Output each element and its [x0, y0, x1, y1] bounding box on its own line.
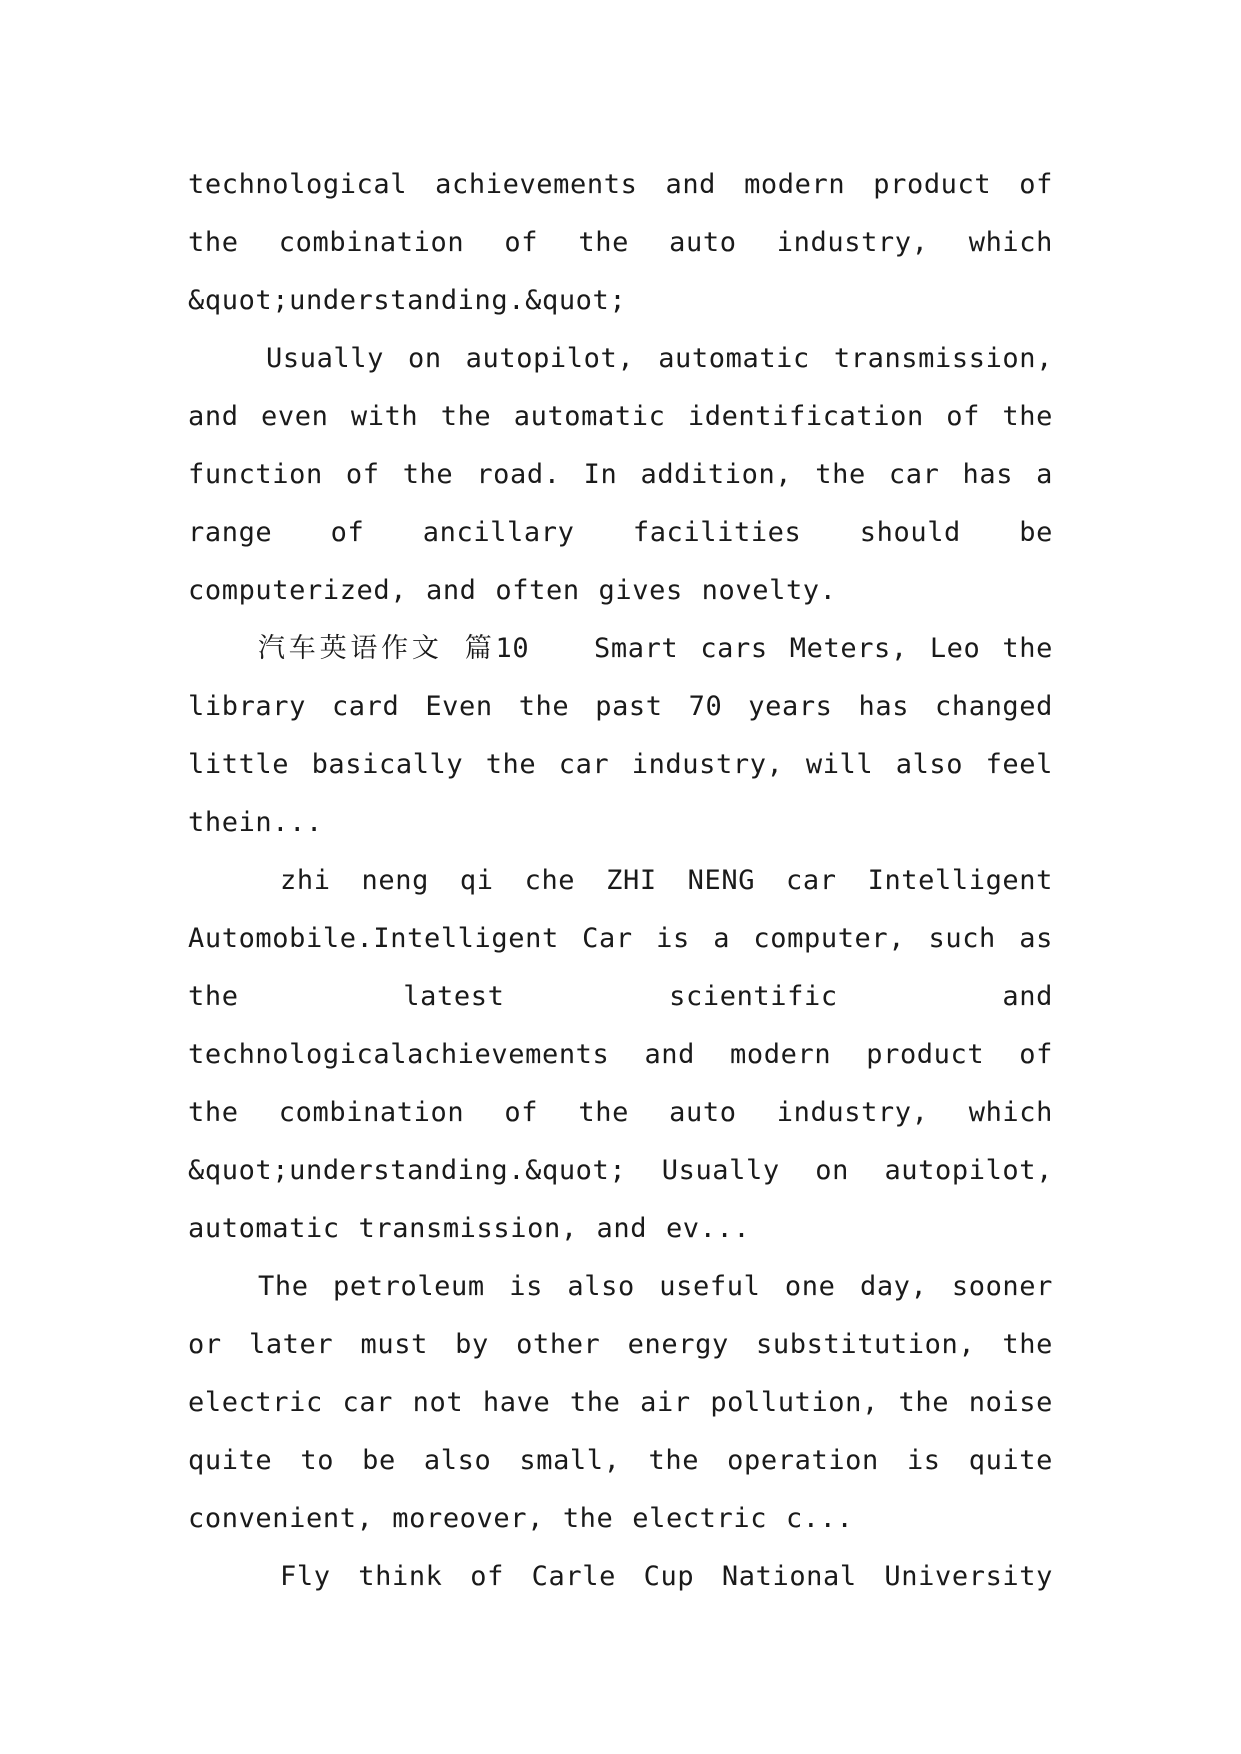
document-page: [188, 156, 1053, 1606]
paragraph-2: Usually on autopilot, automatic transmission, and even with the automatic identification of the function of the road. In addition, the car has a range of ancillary facilities should be computerized, and often gives novelty.: [188, 343, 1053, 606]
paragraph-4: zhi neng qi che ZHI NENG car Intelligent Automobile.Intelligent Car is a computer, such as the latest scientific and technologicalachievements and modern product of the combination of the auto industry, which &quot;understanding.&quot; Usually on autopilot, automatic transmission, and ev...: [188, 865, 1053, 1244]
paragraph-6: Fly think of Carle Cup National University: [280, 1561, 1053, 1592]
paragraph-3: 汽车英语作文 篇10 Smart cars Meters, Leo the library card Even the past 70 years has changed little basically the car industry, will also feel thein...: [188, 633, 1053, 838]
paragraph-1: technological achievements and modern product of the combination of the auto industry, which &quot;understanding.&quot;: [188, 169, 1053, 316]
paragraph-5: The petroleum is also useful one day, sooner or later must by other energy substitution, the electric car not have the air pollution, the noise quite to be also small, the operation is quite convenient, moreover, the electric c...: [188, 1271, 1053, 1534]
